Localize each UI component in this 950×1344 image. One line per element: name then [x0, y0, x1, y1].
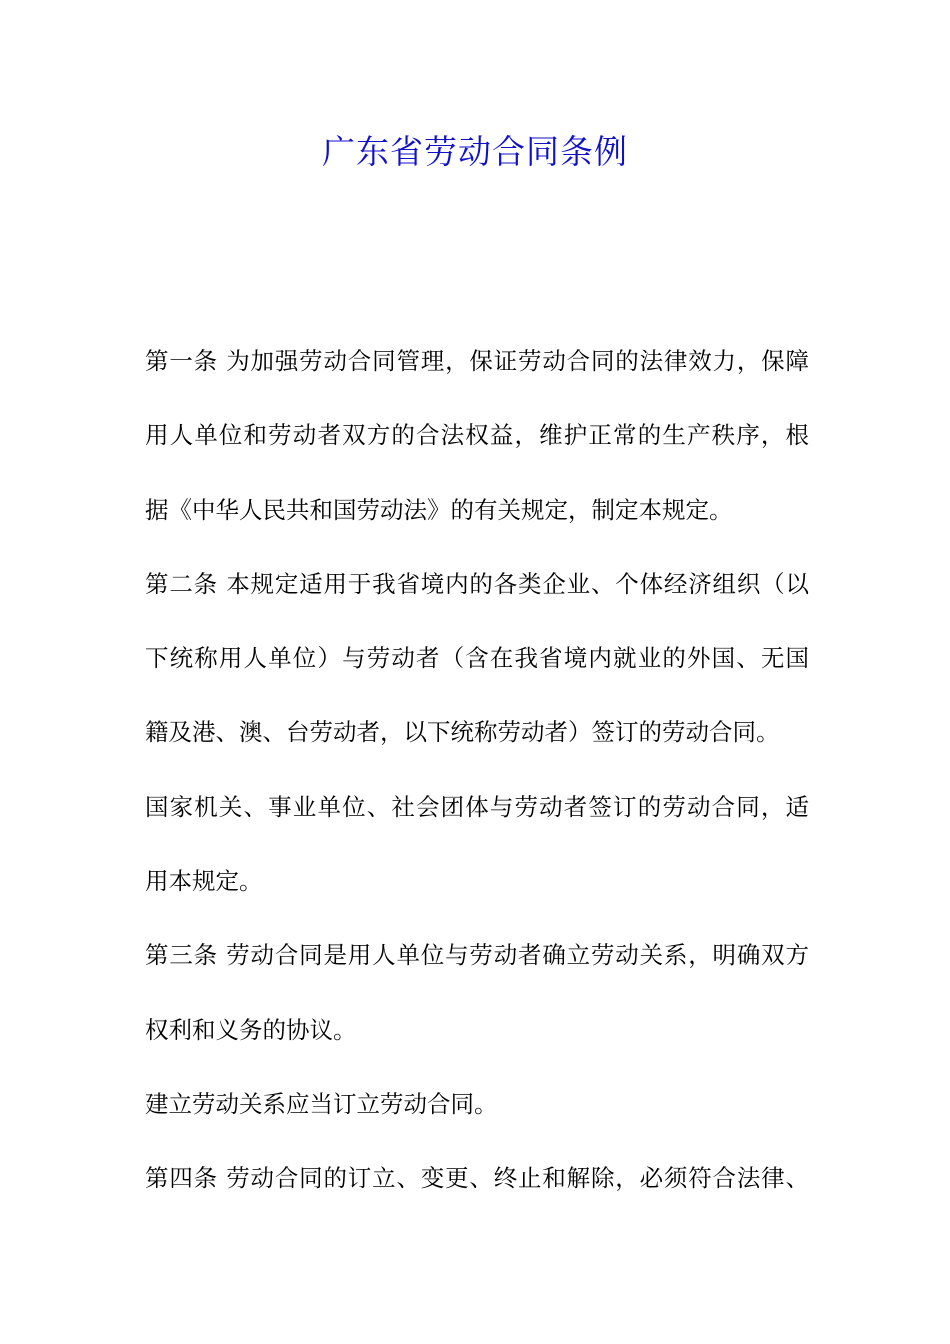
paragraph-line: 第四条 劳动合同的订立、变更、终止和解除，必须符合法律、 — [145, 1164, 809, 1193]
paragraph-line: 国家机关、事业单位、社会团体与劳动者签订的劳动合同，适 — [145, 792, 809, 821]
paragraph-line: 用人单位和劳动者双方的合法权益，维护正常的生产秩序，根 — [145, 421, 809, 450]
paragraph-line: 用本规定。 — [145, 867, 263, 896]
paragraph-line: 下统称用人单位）与劳动者（含在我省境内就业的外国、无国 — [145, 644, 809, 673]
paragraph-line: 第三条 劳动合同是用人单位与劳动者确立劳动关系，明确双方 — [145, 941, 809, 970]
paragraph-line: 权利和义务的协议。 — [145, 1015, 357, 1044]
paragraph-line: 第二条 本规定适用于我省境内的各类企业、个体经济组织（以 — [145, 569, 809, 598]
paragraph-line: 籍及港、澳、台劳动者，以下统称劳动者）签订的劳动合同。 — [145, 718, 780, 747]
paragraph-line: 第一条 为加强劳动合同管理，保证劳动合同的法律效力，保障 — [145, 347, 809, 375]
paragraph-line: 建立劳动关系应当订立劳动合同。 — [145, 1089, 498, 1118]
document-body — [145, 336, 809, 1228]
paragraph-line: 据《中华人民共和国劳动法》的有关规定，制定本规定。 — [145, 495, 733, 524]
document-title: 广东省劳动合同条例 — [322, 132, 628, 171]
